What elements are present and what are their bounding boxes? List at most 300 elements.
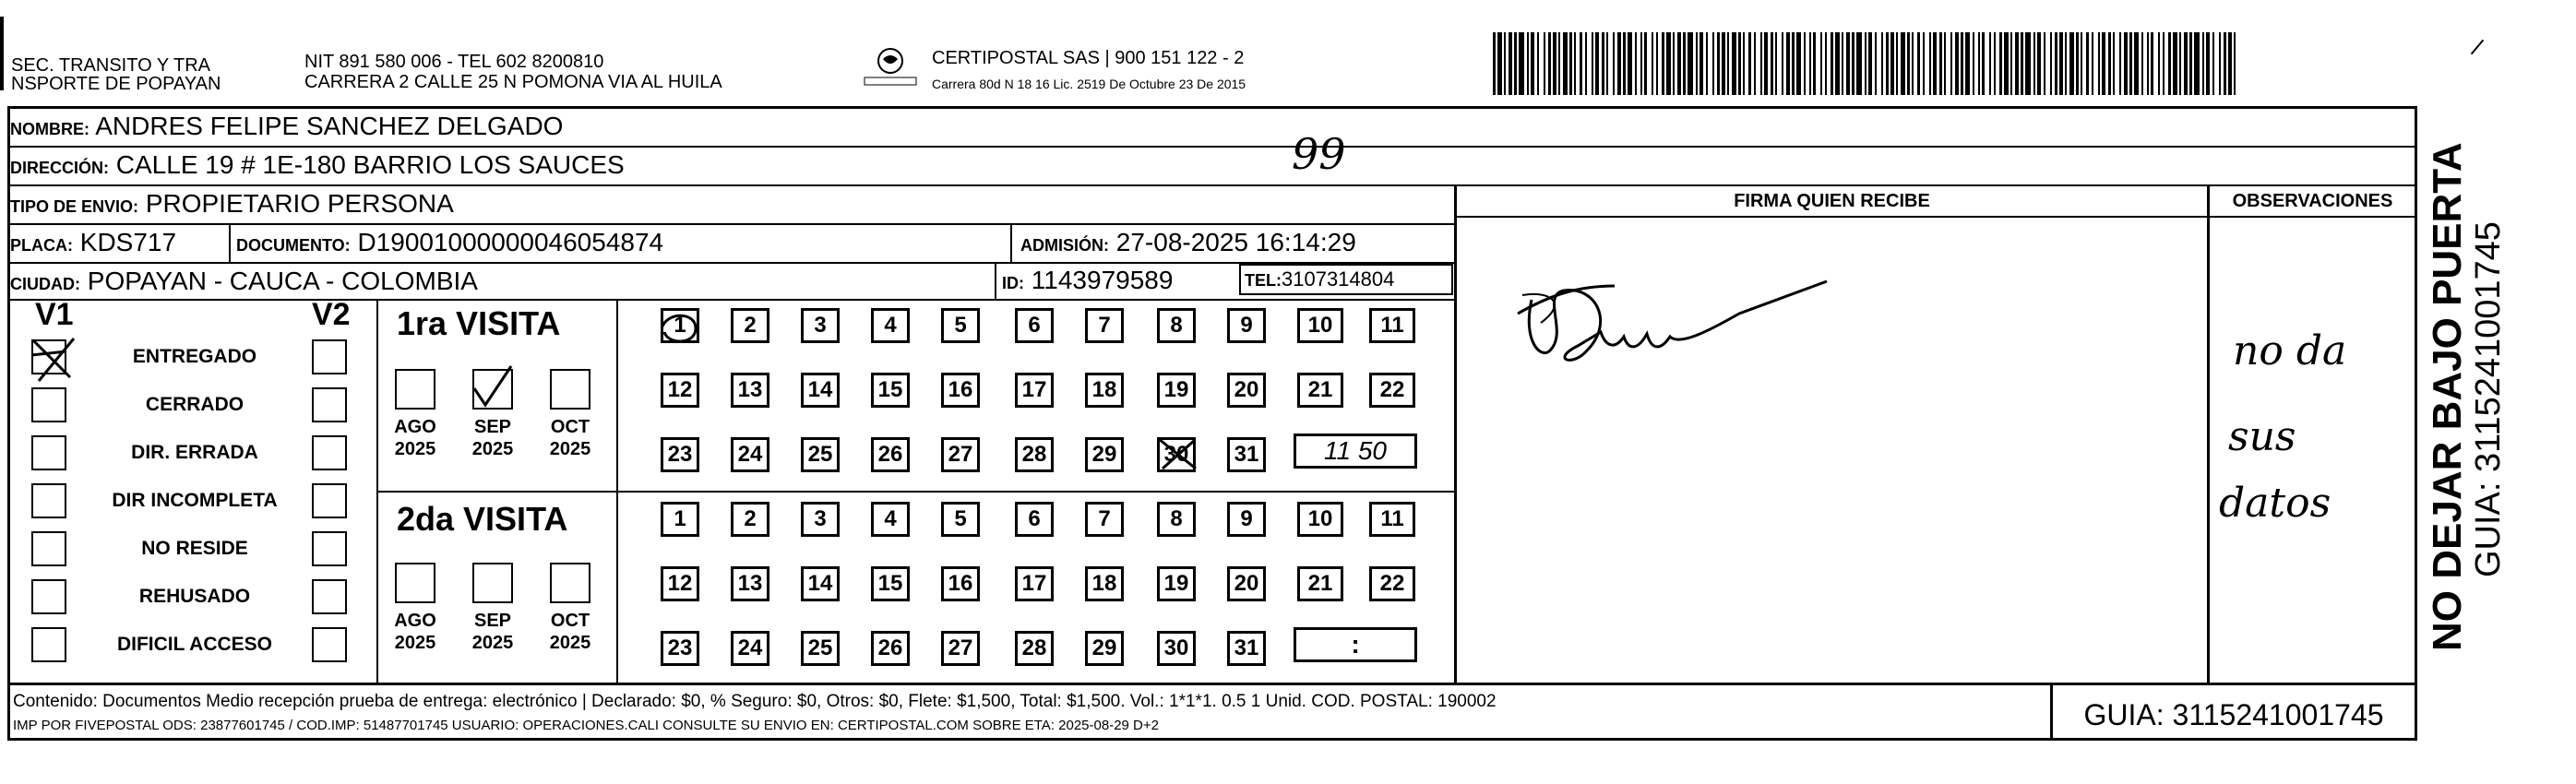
barcode-bar xyxy=(1820,32,1822,95)
barcode-bar xyxy=(1760,32,1762,95)
barcode-bar xyxy=(1748,32,1751,95)
barcode-bar xyxy=(1901,32,1905,95)
barcode-bar xyxy=(2129,32,2132,95)
first-visit-month-label: OCT xyxy=(550,417,590,437)
barcode-bar xyxy=(2141,32,2143,95)
barcode-bar xyxy=(1717,32,1720,95)
barcode-bar xyxy=(1497,32,1502,95)
barcode-bar xyxy=(1939,32,1942,95)
barcode-bar xyxy=(1950,32,1952,95)
ciudad-label: CIUDAD: xyxy=(10,275,80,293)
barcode-bar xyxy=(1688,32,1693,95)
first-visit-day-box[interactable]: 18 xyxy=(1085,373,1124,408)
barcode-bar xyxy=(1881,32,1883,95)
second-visit-year-label: 2025 xyxy=(549,633,591,653)
second-visit-day-box[interactable]: 24 xyxy=(731,631,769,666)
footer-top-border xyxy=(7,683,2417,685)
barcode-bar xyxy=(1617,32,1621,95)
first-visit-day-box[interactable]: 3 xyxy=(801,308,840,343)
barcode-bar xyxy=(1982,32,1985,95)
barcode-bar xyxy=(1585,32,1587,95)
status-option-label: DIR. ERRADA xyxy=(131,442,258,463)
barcode-bar xyxy=(1537,32,1539,95)
barcode-bar xyxy=(1961,32,1963,95)
barcode-bar xyxy=(2228,32,2232,95)
first-visit-day-box[interactable]: 14 xyxy=(801,373,840,408)
admision-divider xyxy=(1010,225,1012,262)
barcode-bar xyxy=(2224,32,2226,95)
barcode-bar xyxy=(2108,32,2111,95)
first-visit-day-box[interactable]: 17 xyxy=(1015,373,1054,408)
barcode-bar xyxy=(1835,32,1840,95)
first-visit-day-box[interactable]: 11 xyxy=(1369,308,1415,343)
barcode-bar xyxy=(2050,32,2052,95)
nit-line: NIT 891 580 006 - TEL 602 8200810 xyxy=(304,52,604,72)
barcode-bar xyxy=(1804,32,1806,95)
barcode-bar xyxy=(2081,32,2082,95)
barcode-bar xyxy=(1553,32,1556,95)
first-visit-day-box[interactable]: 8 xyxy=(1157,308,1196,343)
tel-value: 3107314804 xyxy=(1282,267,1395,291)
barcode-bar xyxy=(2033,32,2035,95)
second-visit-day-box[interactable]: 12 xyxy=(661,566,699,601)
second-visit-day-box[interactable]: 9 xyxy=(1227,502,1266,537)
footer-guia: GUIA: 3115241001745 xyxy=(2083,698,2384,731)
barcode-bar xyxy=(2194,32,2200,95)
second-visit-day-box[interactable]: 3 xyxy=(801,502,840,537)
barcode-bar xyxy=(2065,32,2067,95)
barcode-bar xyxy=(2010,32,2012,95)
second-visit-day-box[interactable]: 21 xyxy=(1297,566,1343,601)
barcode-bar xyxy=(2004,32,2009,95)
barcode-bar xyxy=(1493,32,1496,95)
first-visit-year-label: 2025 xyxy=(394,439,436,459)
barcode-bar xyxy=(1666,32,1671,95)
direccion-handwritten-note: 99 xyxy=(1292,129,1346,179)
status-option-label: REHUSADO xyxy=(138,586,251,607)
id-value: 1143979589 xyxy=(1031,266,1174,294)
barcode-bar xyxy=(2212,32,2214,95)
observaciones-left-border xyxy=(2207,186,2210,683)
barcode-bar xyxy=(1868,32,1872,95)
barcode-bar xyxy=(2044,32,2045,95)
recipient-signature xyxy=(1513,258,1845,387)
first-visit-day-box[interactable]: 2 xyxy=(731,308,769,343)
barcode-bar xyxy=(2025,32,2031,95)
barcode-bar xyxy=(1635,32,1637,95)
first-visit-month-checkbox[interactable] xyxy=(550,369,590,410)
status-v2-checkbox[interactable] xyxy=(312,627,347,662)
barcode-bar xyxy=(1856,32,1862,95)
second-visit-day-box[interactable]: 16 xyxy=(941,566,980,601)
barcode-bar xyxy=(1999,32,2002,95)
second-visit-month-checkbox[interactable] xyxy=(472,563,513,603)
status-v2-checkbox[interactable] xyxy=(312,339,347,374)
barcode-bar xyxy=(2147,32,2149,95)
barcode-bar xyxy=(2206,32,2210,95)
barcode-bar xyxy=(1846,32,1850,95)
direccion-label: DIRECCIÓN: xyxy=(10,159,109,177)
first-visit-day-box[interactable]: 28 xyxy=(1015,437,1054,472)
second-visit-day-box[interactable]: 13 xyxy=(731,566,769,601)
barcode-bar xyxy=(1574,32,1576,95)
second-visit-month-label: OCT xyxy=(550,611,590,631)
first-visit-title: 1ra VISITA xyxy=(397,304,561,342)
barcode-bar xyxy=(1732,32,1736,95)
barcode-bar xyxy=(1656,32,1658,95)
direccion-value: CALLE 19 # 1E-180 BARRIO LOS SAUCES xyxy=(115,150,625,179)
first-visit-day-box[interactable]: 27 xyxy=(941,437,980,472)
nombre-row xyxy=(10,109,2415,148)
barcode-bar xyxy=(1527,32,1529,95)
first-visit-day-box[interactable]: 22 xyxy=(1369,373,1415,408)
barcode-bar xyxy=(1875,32,1877,95)
barcode-bar xyxy=(2179,32,2181,95)
barcode-bar xyxy=(2021,32,2023,95)
barcode-bar xyxy=(1738,32,1741,95)
footer-content-line: Contenido: Documentos Medio recepción prueba de entrega: electrónico | Declarado: $0, % Seguro: $0, Otros: $0, Flete: $1,500, Total: $1,500. Vol.: 1*1*1. 0.5 1 Unid. COD. POSTAL: 190002 xyxy=(13,692,1497,711)
second-visit-day-box[interactable]: 10 xyxy=(1297,502,1343,537)
second-visit-month-checkbox[interactable] xyxy=(395,563,435,603)
barcode-bar xyxy=(1509,32,1512,95)
second-visit-year-label: 2025 xyxy=(471,633,514,653)
barcode-bar xyxy=(1792,32,1795,95)
barcode-bar xyxy=(1944,32,1946,95)
first-visit-day-box[interactable]: 26 xyxy=(871,437,910,472)
day1-visit1-check-mark xyxy=(659,308,703,349)
observaciones-title: OBSERVACIONES xyxy=(2232,191,2393,211)
id-label: ID: xyxy=(1002,274,1024,292)
barcode-bar xyxy=(1662,32,1664,95)
first-visit-day-box[interactable]: 10 xyxy=(1297,308,1343,343)
status-option-label: CERRADO xyxy=(145,394,244,415)
visit-separator xyxy=(378,491,1454,493)
barcode-bar xyxy=(1623,32,1626,95)
status-v1-checkbox[interactable] xyxy=(31,531,66,566)
barcode-bar xyxy=(1973,32,1974,95)
second-visit-day-box[interactable]: 31 xyxy=(1227,631,1266,666)
id-cell xyxy=(1002,264,1173,300)
barcode-bar xyxy=(1628,32,1632,95)
barcode-bar xyxy=(2158,32,2160,95)
barcode-bar xyxy=(1519,32,1524,95)
second-visit-day-box[interactable]: 18 xyxy=(1085,566,1124,601)
barcode-bar xyxy=(1563,32,1568,95)
first-visit-day-box[interactable]: 9 xyxy=(1227,308,1266,343)
first-visit-day-box[interactable]: 25 xyxy=(801,437,840,472)
entregado-v1-check-mark xyxy=(30,335,78,386)
first-visit-day-box[interactable]: 5 xyxy=(941,308,980,343)
second-visit-day-box[interactable]: 22 xyxy=(1369,566,1415,601)
barcode-bar xyxy=(2184,32,2188,95)
second-visit-day-box[interactable]: 6 xyxy=(1015,502,1054,537)
second-visit-title: 2da VISITA xyxy=(397,500,568,538)
v2-label: V2 xyxy=(312,297,351,332)
ciudad-value: POPAYAN - CAUCA - COLOMBIA xyxy=(87,267,478,295)
first-visit-day-box[interactable]: 24 xyxy=(731,437,769,472)
header-left-bracket xyxy=(0,17,4,90)
barcode xyxy=(1493,32,2242,95)
barcode-bar xyxy=(1706,32,1708,95)
admision-label: ADMISIÓN: xyxy=(1020,236,1109,255)
first-visit-day-box[interactable]: 1 xyxy=(661,308,699,343)
admision-cell xyxy=(1020,225,1356,263)
documento-cell xyxy=(236,225,663,263)
barcode-bar xyxy=(2168,32,2171,95)
barcode-bar xyxy=(2202,32,2204,95)
first-visit-day-box[interactable]: 23 xyxy=(661,437,699,472)
barcode-bar xyxy=(1602,32,1604,95)
barcode-bar xyxy=(1699,32,1703,95)
barcode-bar xyxy=(1592,32,1593,95)
barcode-bar xyxy=(1923,32,1925,95)
first-visit-month-label: AGO xyxy=(394,417,436,437)
barcode-bar xyxy=(2119,32,2121,95)
first-visit-month-checkbox[interactable] xyxy=(395,369,435,410)
barcode-bar xyxy=(2234,32,2236,95)
status-option-label: NO RESIDE xyxy=(141,538,248,559)
barcode-bar xyxy=(1504,32,1506,95)
second-visit-day-box[interactable]: 17 xyxy=(1015,566,1054,601)
observacion-line1: no da xyxy=(2233,327,2347,374)
tipo-value: PROPIETARIO PERSONA xyxy=(145,189,454,218)
barcode-bar xyxy=(1896,32,1898,95)
second-visit-day-box[interactable]: 30 xyxy=(1157,631,1196,666)
sep-visit1-check-mark xyxy=(469,364,515,409)
first-visit-year-label: 2025 xyxy=(471,439,514,459)
corner-mark xyxy=(2471,40,2484,55)
placa-divider xyxy=(229,225,231,262)
second-visit-day-box[interactable]: 19 xyxy=(1157,566,1196,601)
org-name-line1: SEC. TRANSITO Y TRA xyxy=(11,55,210,76)
second-visit-day-box[interactable]: 26 xyxy=(871,631,910,666)
first-visit-day-box[interactable]: 29 xyxy=(1085,437,1124,472)
second-visit-day-box[interactable]: 11 xyxy=(1369,502,1415,537)
documento-value: D19001000000046054874 xyxy=(357,228,664,256)
barcode-bar xyxy=(2102,32,2105,95)
second-visit-day-box[interactable]: 29 xyxy=(1085,631,1124,666)
license-line: Carrera 80d N 18 16 Lic. 2519 De Octubre 23 De 2015 xyxy=(932,77,1246,91)
barcode-bar xyxy=(1933,32,1937,95)
first-visit-day-box[interactable]: 16 xyxy=(941,373,980,408)
barcode-bar xyxy=(1929,32,1931,95)
barcode-bar xyxy=(1754,32,1756,95)
barcode-bar xyxy=(2076,32,2079,95)
barcode-bar xyxy=(2092,32,2093,95)
second-visit-day-box[interactable]: 7 xyxy=(1085,502,1124,537)
org-name-line2: NSPORTE DE POPAYAN xyxy=(11,74,221,94)
barcode-bar xyxy=(1831,32,1833,95)
first-visit-day-box[interactable]: 12 xyxy=(661,373,699,408)
barcode-bar xyxy=(1644,32,1647,95)
barcode-bar xyxy=(2113,32,2115,95)
status-v1-checkbox[interactable] xyxy=(31,387,66,422)
barcode-bar xyxy=(1613,32,1615,95)
first-visit-day-box[interactable]: 15 xyxy=(871,373,910,408)
first-visit-year-label: 2025 xyxy=(549,439,591,459)
status-v1-checkbox[interactable] xyxy=(31,627,66,662)
footer-guia-divider xyxy=(2050,683,2053,741)
barcode-bar xyxy=(1775,32,1777,95)
status-option-label: DIFICIL ACCESO xyxy=(116,634,272,655)
direccion-row xyxy=(10,148,2415,186)
signature-title: FIRMA QUIEN RECIBE xyxy=(1734,191,1930,211)
company-line: CERTIPOSTAL SAS | 900 151 122 - 2 xyxy=(932,48,1245,68)
barcode-bar xyxy=(2037,32,2041,95)
status-option-label: ENTREGADO xyxy=(132,346,257,367)
first-visit-day-box[interactable]: 19 xyxy=(1157,373,1196,408)
status-v2-checkbox[interactable] xyxy=(312,387,347,422)
barcode-bar xyxy=(1673,32,1675,95)
barcode-bar xyxy=(1677,32,1681,95)
barcode-bar xyxy=(1580,32,1582,95)
second-visit-month-checkbox[interactable] xyxy=(550,563,590,603)
barcode-bar xyxy=(1712,32,1714,95)
documento-label: DOCUMENTO: xyxy=(236,236,351,255)
barcode-bar xyxy=(1743,32,1745,95)
status-v1-checkbox[interactable] xyxy=(31,579,66,614)
barcode-bar xyxy=(2124,32,2128,95)
second-visit-day-box[interactable]: 23 xyxy=(661,631,699,666)
barcode-bar xyxy=(1558,32,1560,95)
placa-value: KDS717 xyxy=(79,228,177,256)
barcode-bar xyxy=(2055,32,2057,95)
barcode-bar xyxy=(2219,32,2221,95)
barcode-bar xyxy=(1544,32,1545,95)
second-visit-day-box[interactable]: 14 xyxy=(801,566,840,601)
barcode-bar xyxy=(2163,32,2165,95)
observacion-line3: datos xyxy=(2219,480,2332,527)
barcode-bar xyxy=(2151,32,2153,95)
status-v2-checkbox[interactable] xyxy=(312,579,347,614)
barcode-bar xyxy=(2015,32,2019,95)
second-visit-year-label: 2025 xyxy=(394,633,436,653)
second-visit-day-box[interactable]: 27 xyxy=(941,631,980,666)
status-v1-checkbox[interactable] xyxy=(31,483,66,518)
barcode-bar xyxy=(1917,32,1920,95)
first-visit-day-box[interactable]: 31 xyxy=(1227,437,1266,472)
barcode-bar xyxy=(1907,32,1910,95)
barcode-bar xyxy=(1514,32,1517,95)
barcode-bar xyxy=(1764,32,1768,95)
barcode-bar xyxy=(1640,32,1642,95)
signature-left-border xyxy=(1454,186,1457,683)
v1-label: V1 xyxy=(35,297,74,332)
status-option-label: DIR INCOMPLETA xyxy=(112,490,278,511)
status-v2-checkbox[interactable] xyxy=(312,483,347,518)
second-visit-day-box[interactable]: 28 xyxy=(1015,631,1054,666)
barcode-bar xyxy=(1912,32,1914,95)
first-visit-day-box[interactable]: 7 xyxy=(1085,308,1124,343)
tel-label: TEL: xyxy=(1245,271,1282,290)
barcode-bar xyxy=(2134,32,2139,95)
barcode-bar xyxy=(1727,32,1729,95)
status-v2-checkbox[interactable] xyxy=(312,435,347,470)
placa-label: PLACA: xyxy=(10,236,73,255)
barcode-bar xyxy=(1683,32,1686,95)
first-visit-day-box[interactable]: 30 xyxy=(1157,437,1196,472)
barcode-bar xyxy=(1771,32,1773,95)
certipostal-logo xyxy=(863,44,918,96)
first-visit-day-box[interactable]: 6 xyxy=(1015,308,1054,343)
tipo-label: TIPO DE ENVIO: xyxy=(10,197,139,216)
second-visit-day-box[interactable]: 20 xyxy=(1227,566,1266,601)
barcode-bar xyxy=(2173,32,2177,95)
barcode-bar xyxy=(1890,32,1894,95)
first-visit-day-box[interactable]: 20 xyxy=(1227,373,1266,408)
barcode-bar xyxy=(1809,32,1811,95)
second-visit-day-box[interactable]: 5 xyxy=(941,502,980,537)
second-visit-hour[interactable]: : xyxy=(1294,627,1417,662)
barcode-bar xyxy=(1548,32,1551,95)
barcode-bar xyxy=(2098,32,2100,95)
barcode-bar xyxy=(2059,32,2063,95)
status-v1-checkbox[interactable] xyxy=(31,435,66,470)
no-dejar-bajo-puerta-warning: NO DEJAR BAJO PUERTA xyxy=(2425,142,2470,651)
status-v2-checkbox[interactable] xyxy=(312,531,347,566)
barcode-bar xyxy=(1531,32,1534,95)
first-visit-day-box[interactable]: 13 xyxy=(731,373,769,408)
barcode-bar xyxy=(1595,32,1599,95)
tipo-row xyxy=(10,186,1454,225)
barcode-bar xyxy=(1825,32,1827,95)
first-visit-day-box[interactable]: 4 xyxy=(871,308,910,343)
ciudad-row xyxy=(10,264,1454,301)
barcode-bar xyxy=(1965,32,1970,95)
barcode-bar xyxy=(1865,32,1866,95)
second-visit-day-box[interactable]: 2 xyxy=(731,502,769,537)
barcode-bar xyxy=(1978,32,1980,95)
nombre-value: ANDRES FELIPE SANCHEZ DELGADO xyxy=(95,112,564,140)
observacion-line2: sus xyxy=(2228,413,2296,460)
barcode-bar xyxy=(1989,32,1991,95)
signature-title-bottom xyxy=(1454,216,2415,218)
second-visit-day-box[interactable]: 25 xyxy=(801,631,840,666)
barcode-bar xyxy=(1796,32,1801,95)
barcode-bar xyxy=(1813,32,1816,95)
id-divider xyxy=(995,264,996,299)
day30-visit1-check-mark xyxy=(1155,435,1199,472)
barcode-bar xyxy=(1696,32,1698,95)
barcode-bar xyxy=(1842,32,1843,95)
first-visit-day-box[interactable]: 21 xyxy=(1297,373,1343,408)
nombre-label: NOMBRE: xyxy=(10,120,89,138)
barcode-bar xyxy=(1955,32,1959,95)
second-visit-day-box[interactable]: 8 xyxy=(1157,502,1196,537)
barcode-bar xyxy=(1852,32,1854,95)
first-visit-hour[interactable]: 11 50 xyxy=(1294,434,1417,469)
tel-box xyxy=(1239,264,1453,295)
barcode-bar xyxy=(1569,32,1572,95)
second-visit-day-box[interactable]: 4 xyxy=(871,502,910,537)
second-visit-month-label: AGO xyxy=(394,611,436,631)
barcode-bar xyxy=(1994,32,1996,95)
admision-value: 27-08-2025 16:14:29 xyxy=(1115,228,1356,256)
barcode-bar xyxy=(1786,32,1790,95)
barcode-bar xyxy=(1886,32,1889,95)
first-visit-month-label: SEP xyxy=(473,417,512,437)
footer-print-line: IMP POR FIVEPOSTAL ODS: 23877601745 / COD.IMP: 51487701745 USUARIO: OPERACIONES.CALI CONSULTE SU ENVIO EN: CERTIPOSTAL.COM SOBRE ETA: 2025-08-29 D+2 xyxy=(13,718,1159,733)
barcode-bar xyxy=(1782,32,1783,95)
barcode-bar xyxy=(2189,32,2192,95)
second-visit-day-box[interactable]: 15 xyxy=(871,566,910,601)
side-guia-number: GUIA: 3115241001745 xyxy=(2469,221,2508,577)
barcode-bar xyxy=(2069,32,2074,95)
second-visit-day-box[interactable]: 1 xyxy=(661,502,699,537)
second-visit-month-label: SEP xyxy=(473,611,512,631)
barcode-bar xyxy=(1606,32,1608,95)
barcode-bar xyxy=(1722,32,1725,95)
